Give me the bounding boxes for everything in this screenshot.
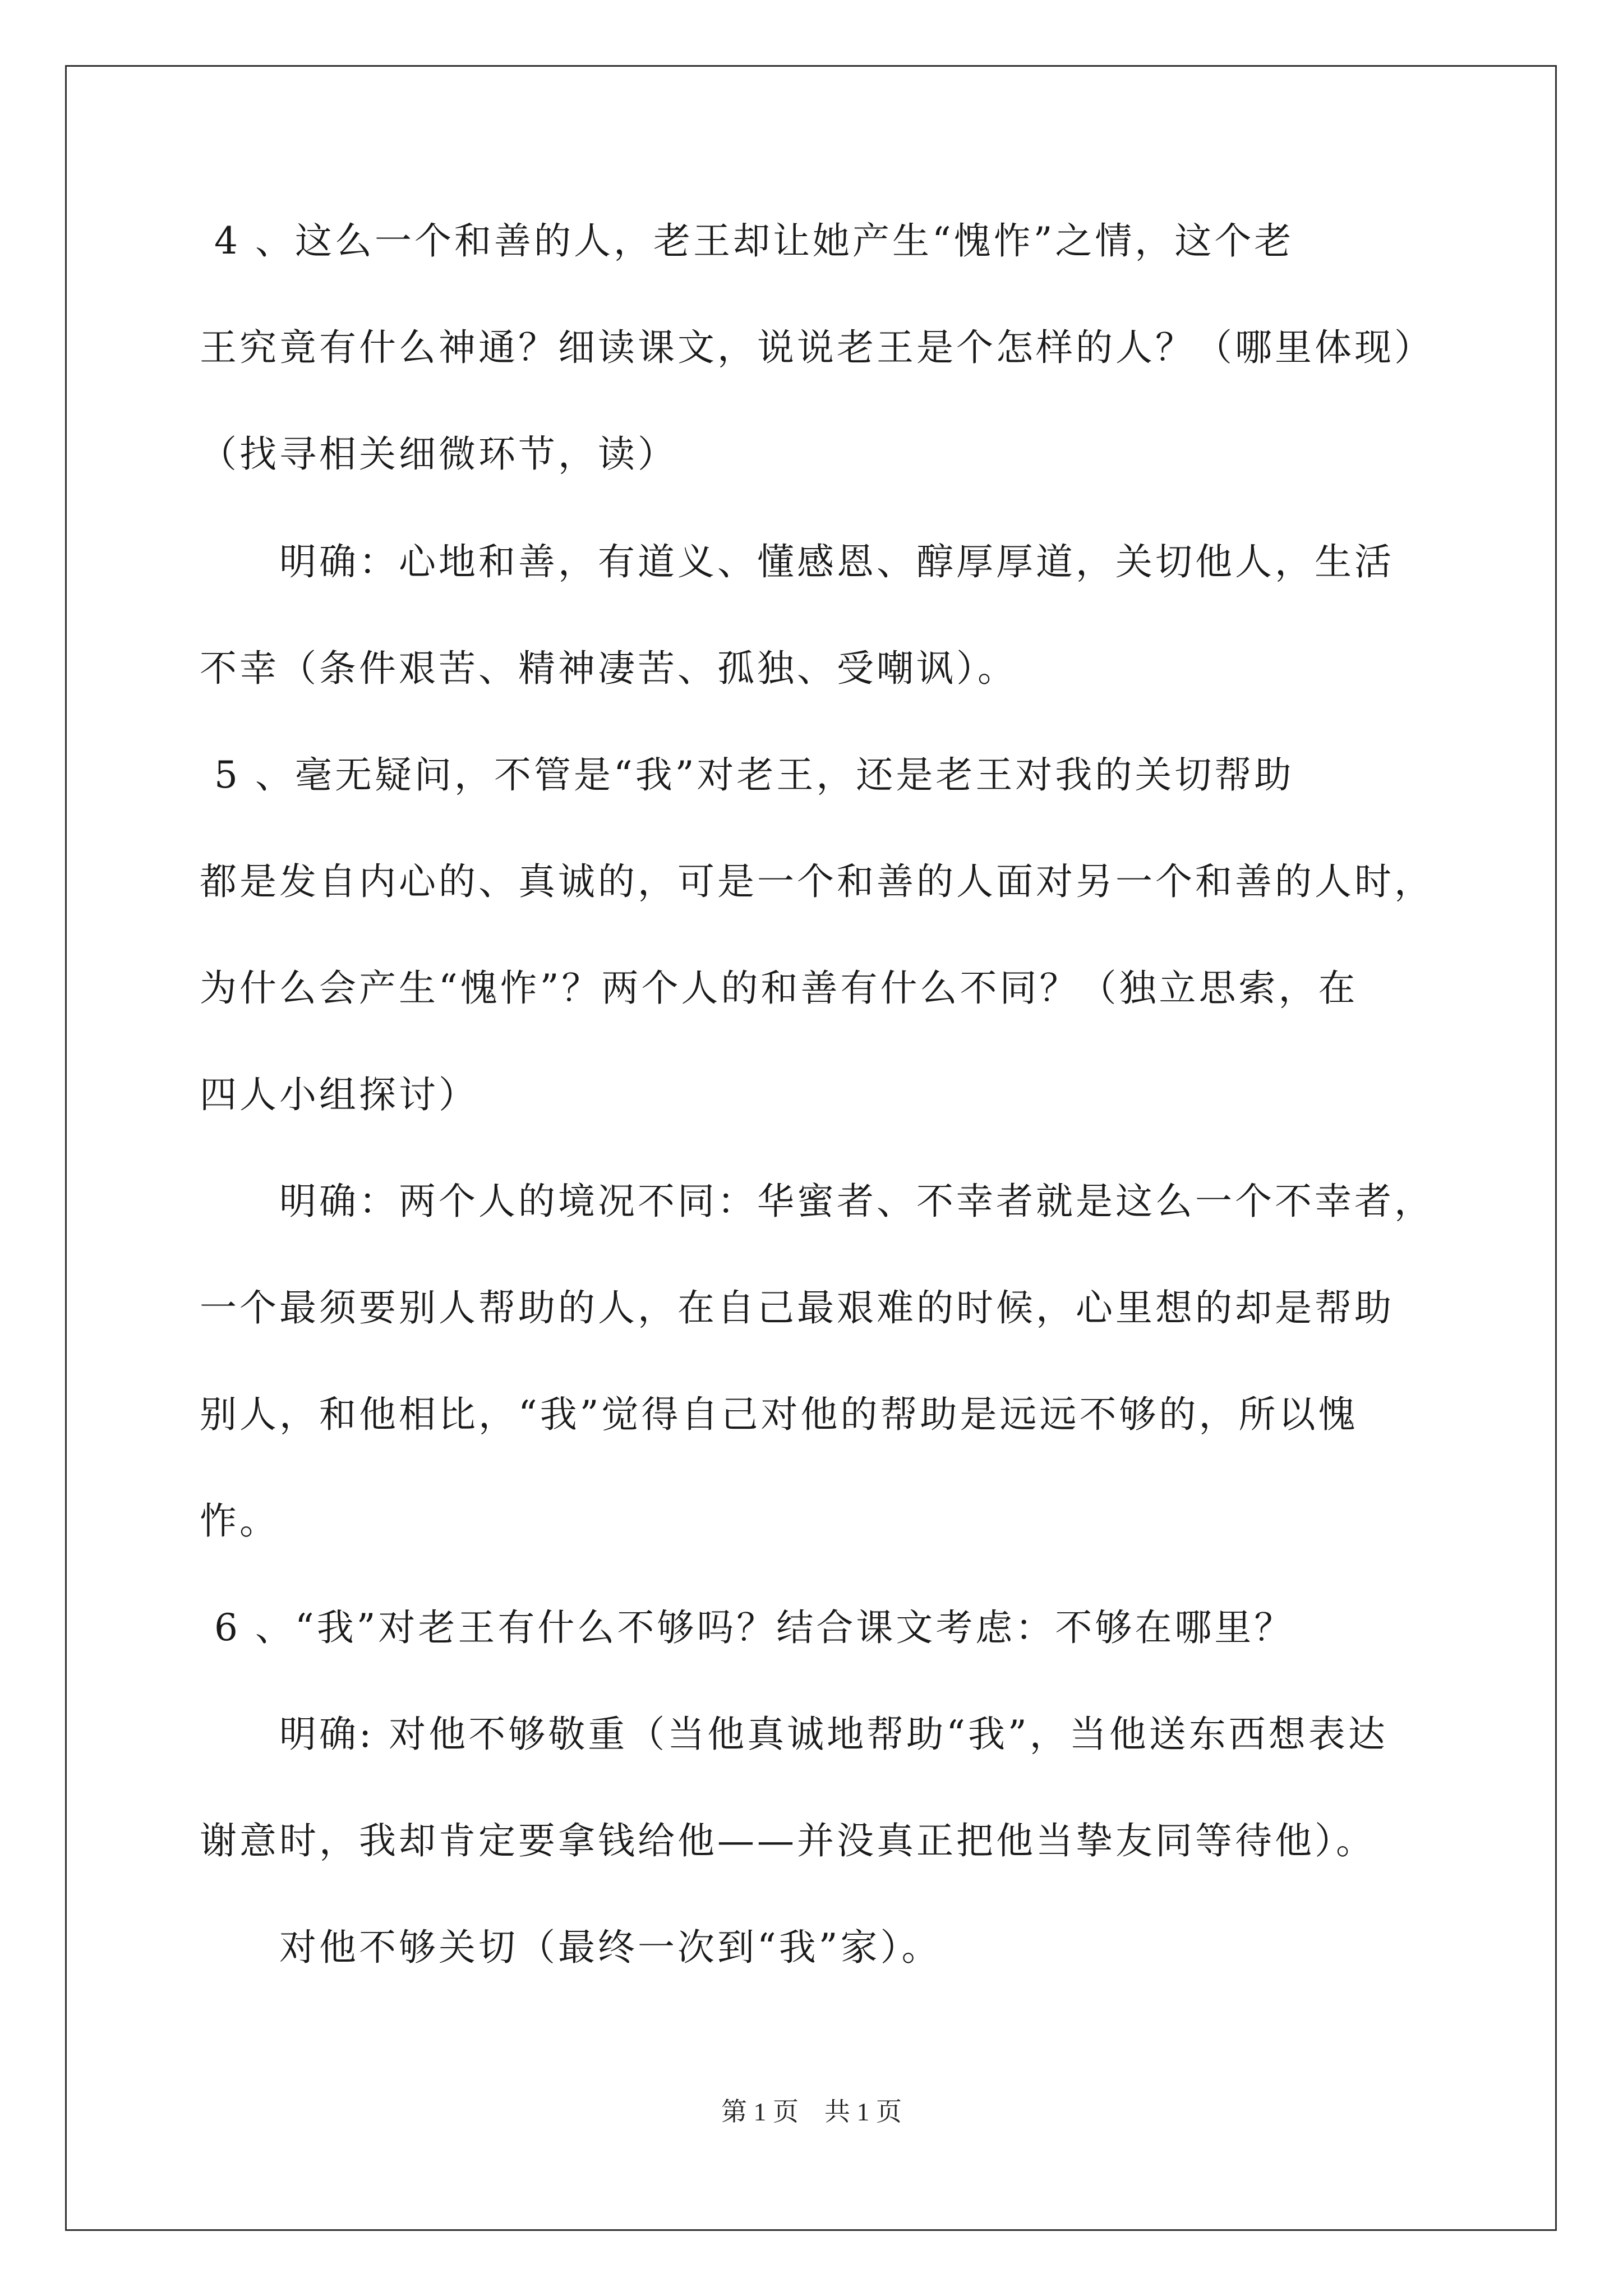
text-line: （找寻相关细微环节，读） (200, 432, 677, 476)
text-line: 一个最须要别人帮助的人，在自己最艰难的时候，心里想的却是帮助 (200, 1286, 1394, 1329)
text-line: 为什么会产生“愧怍”？两个人的和善有什么不同？（独立思索，在 (200, 967, 1358, 1010)
text-line: 怍。 (200, 1499, 279, 1543)
text-line: 对他不够关切（最终一次到“我”家）。 (200, 1926, 942, 1969)
text-line: 明确：心地和善，有道义、懂感恩、醇厚厚道，关切他人，生活 (200, 540, 1394, 583)
text-line: 4 、这么一个和善的人，老王却让她产生“愧怍”之情，这个老 (200, 219, 1294, 263)
text-line: 四人小组探讨） (200, 1073, 478, 1116)
text-line: 王究竟有什么神通？细读课文，说说老王是个怎样的人？（哪里体现） (200, 326, 1434, 369)
text-line: 明确: 对他不够敬重（当他真诚地帮助“我”，当他送东西想表达 (200, 1713, 1388, 1756)
page-number-footer: 第 1 页 共 1 页 (721, 2097, 902, 2126)
page-border (65, 65, 1557, 2231)
text-line: 谢意时，我却肯定要拿钱给他——并没真正把他当挚友同等待他）。 (200, 1819, 1376, 1862)
text-line: 5 、毫无疑问，不管是“我”对老王，还是老王对我的关切帮助 (200, 753, 1294, 797)
text-line: 别人，和他相比，“我”觉得自己对他的帮助是远远不够的，所以愧 (200, 1393, 1358, 1436)
text-line: 不幸（条件艰苦、精神凄苦、孤独、受嘲讽）。 (200, 647, 1017, 690)
text-line: 都是发自内心的、真诚的，可是一个和善的人面对另一个和善的人时， (200, 860, 1434, 903)
text-line: 明确：两个人的境况不同：华蜜者、不幸者就是这么一个不幸者， (200, 1180, 1434, 1223)
text-line: 6 、“我”对老王有什么不够吗？结合课文考虑：不够在哪里？ (200, 1606, 1294, 1649)
